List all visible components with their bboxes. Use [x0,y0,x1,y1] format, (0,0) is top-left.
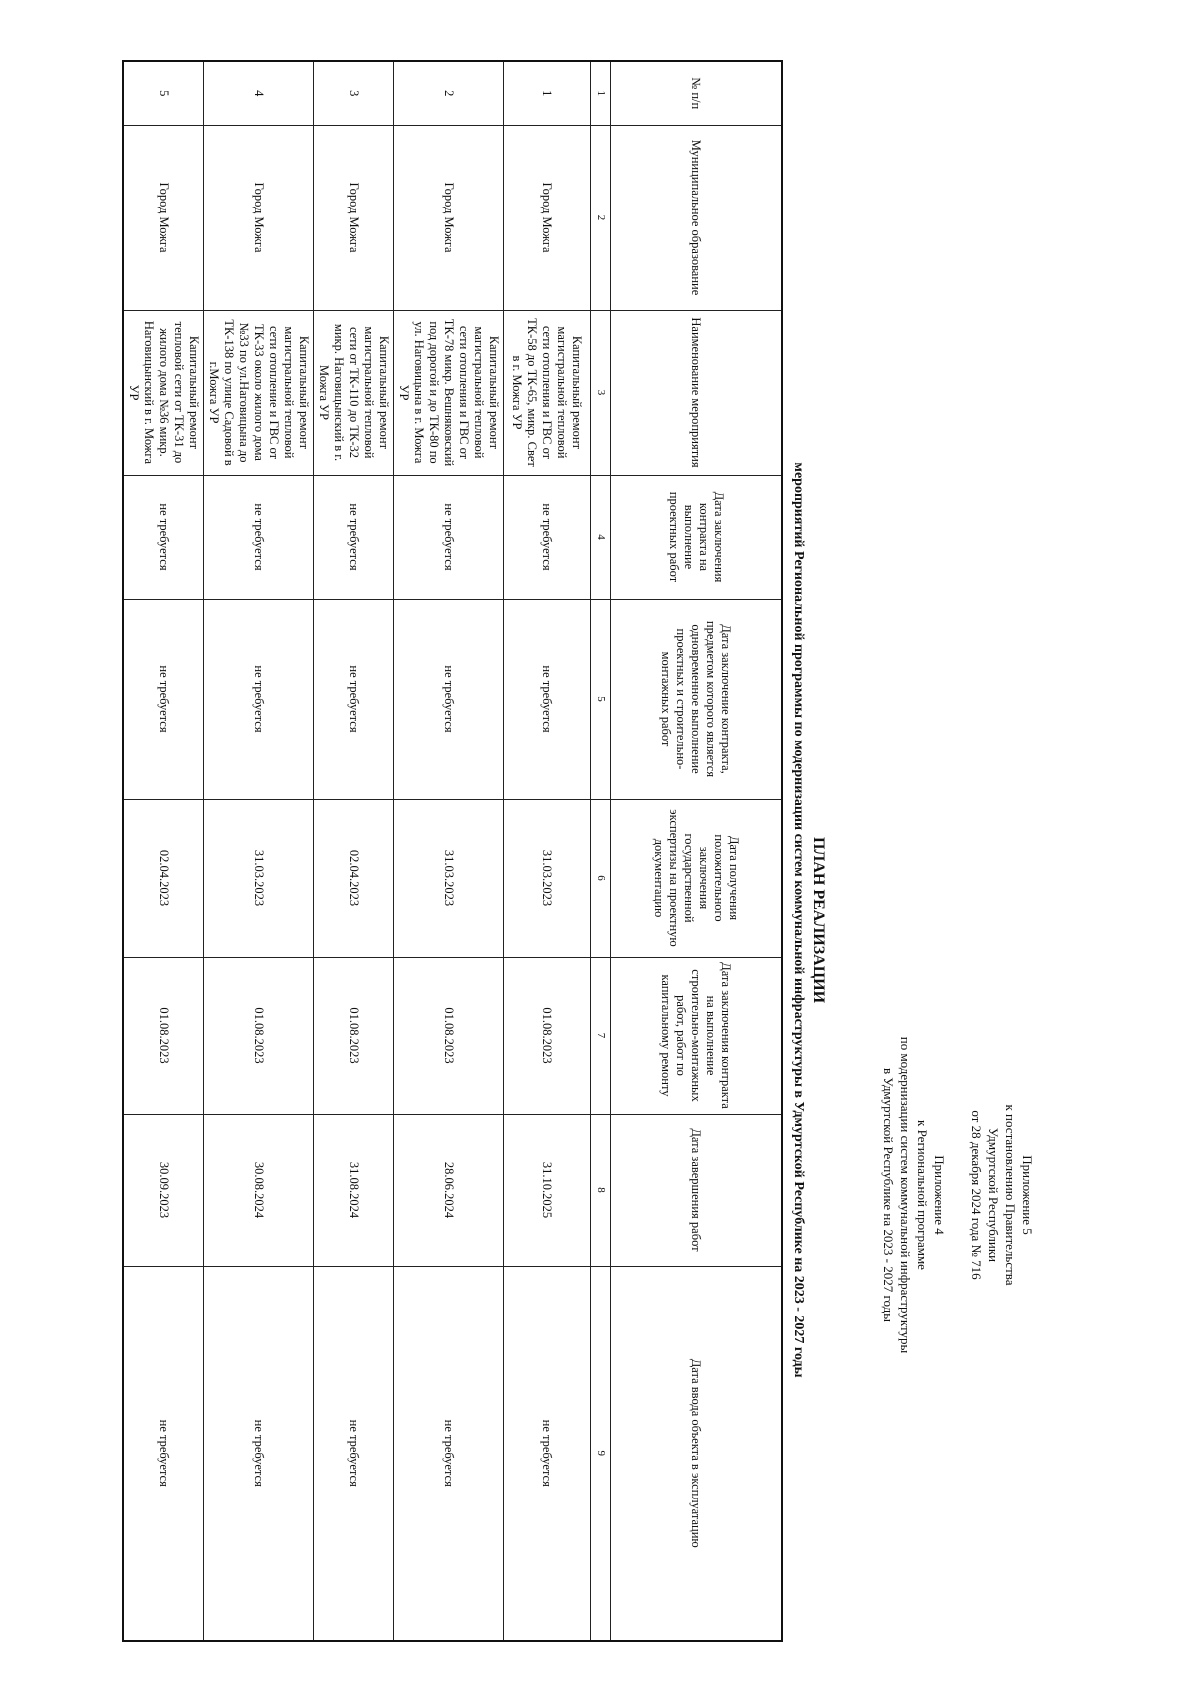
appendix4-line3: по модернизации систем коммунальной инфраструктуры [898,1036,913,1354]
cell-design-contract-date: не требуется [314,475,394,599]
header-cell-combined-contract-date: Дата заключение контракта, предметом которого является одновременное выполнение проектных и строительно-монтажных работ [611,599,783,799]
cell-activity-name: Капитальный ремонт магистральной тепловой сети отопления и ГВС от ТК-78 микр. Вешняковский под дорогой и до ТК-80 по ул. Наговицына в г. Можга УР [394,310,504,475]
header-cell-number: № п/п [611,61,783,125]
column-number: 7 [591,957,611,1114]
cell-expertise-date: 31.03.2023 [504,799,591,957]
table-row [204,61,314,1641]
rotated-page [127,60,1166,1650]
document-subtitle: мероприятий Региональной программы по модернизации систем коммунальной инфраструктуры в Удмуртской Республике на 2023 - 2027 годы [791,462,806,1378]
cell-design-contract-date: не требуется [394,475,504,599]
cell-municipality: Город Можга [204,125,314,310]
cell-combined-contract-date: не требуется [314,599,394,799]
cell-municipality: Город Можга [123,125,204,310]
cell-expertise-date: 02.04.2023 [314,799,394,957]
cell-design-contract-date: не требуется [204,475,314,599]
table-row [123,61,204,1641]
header-cell-completion-date: Дата завершения работ [611,1114,783,1266]
cell-commissioning-date: не требуется [504,1266,591,1641]
header-cell-design-contract-date: Дата заключения контракта на выполнение проектных работ [611,475,783,599]
column-number: 5 [591,599,611,799]
cell-activity-name: Капитальный ремонт магистральной тепловой сети от ТК-110 до ТК-32 микр. Наговицынский в г. Можга УР [314,310,394,475]
cell-municipality: Город Можга [504,125,591,310]
cell-construction-contract-date: 01.08.2023 [314,957,394,1114]
cell-design-contract-date: не требуется [504,475,591,599]
cell-completion-date: 31.08.2024 [314,1114,394,1266]
cell-activity-name: Капитальный ремонт магистральной тепловой сети отопления и ГВС от ТК-58 до ТК-65, микр. Свет в г. Можга УР [504,310,591,475]
cell-completion-date: 30.08.2024 [204,1114,314,1266]
column-number: 9 [591,1266,611,1641]
cell-combined-contract-date: не требуется [394,599,504,799]
column-number: 3 [591,310,611,475]
header-cell-construction-contract-date: Дата заключения контракта на выполнение строительно-монтажных работ, работ по капитальному ремонту [611,957,783,1114]
appendix4-block [880,1010,948,1380]
appendix5-line3: Удмуртской Республики [986,1127,1001,1263]
header-cell-activity-name: Наименование мероприятия [611,310,783,475]
cell-combined-contract-date: не требуется [204,599,314,799]
appendix5-line4: от 28 декабря 2024 года № 716 [969,1110,984,1280]
cell-municipality: Город Можга [394,125,504,310]
cell-combined-contract-date: не требуется [123,599,204,799]
appendix5-block [968,1030,1036,1360]
cell-number: 1 [504,61,591,125]
cell-completion-date: 30.09.2023 [123,1114,204,1266]
cell-construction-contract-date: 01.08.2023 [204,957,314,1114]
appendix5-line2: к постановлению Правительства [1003,1104,1018,1286]
table-row [504,61,591,1641]
table-row [394,61,504,1641]
cell-design-contract-date: не требуется [123,475,204,599]
header-row [611,61,783,1641]
column-number: 4 [591,475,611,599]
cell-combined-contract-date: не требуется [504,599,591,799]
cell-number: 3 [314,61,394,125]
cell-number: 2 [394,61,504,125]
cell-commissioning-date: не требуется [314,1266,394,1641]
column-number: 2 [591,125,611,310]
appendix4-line1: Приложение 4 [932,1155,947,1235]
cell-expertise-date: 31.03.2023 [204,799,314,957]
cell-number: 5 [123,61,204,125]
cell-commissioning-date: не требуется [394,1266,504,1641]
cell-expertise-date: 02.04.2023 [123,799,204,957]
plan-table [122,60,783,1642]
appendix4-line2: к Региональной программе [915,1120,930,1270]
table-row [314,61,394,1641]
cell-completion-date: 31.10.2025 [504,1114,591,1266]
title-block [789,170,828,1670]
cell-expertise-date: 31.03.2023 [394,799,504,957]
cell-completion-date: 28.06.2024 [394,1114,504,1266]
cell-construction-contract-date: 01.08.2023 [394,957,504,1114]
appendix4-line4: в Удмуртской Республике на 2023 - 2027 годы [881,1068,896,1322]
column-number: 1 [591,61,611,125]
column-number: 6 [591,799,611,957]
cell-construction-contract-date: 01.08.2023 [123,957,204,1114]
column-number-row [591,61,611,1641]
cell-commissioning-date: не требуется [123,1266,204,1641]
cell-construction-contract-date: 01.08.2023 [504,957,591,1114]
cell-activity-name: Капитальный ремонт тепловой сети от ТК-31 до жилого дома №36 микр. Наговицынский в г. Можга УР [123,310,204,475]
document-title: ПЛАН РЕАЛИЗАЦИИ [810,836,827,1004]
appendix5-line1: Приложение 5 [1020,1155,1035,1235]
cell-number: 4 [204,61,314,125]
cell-commissioning-date: не требуется [204,1266,314,1641]
cell-activity-name: Капитальный ремонт магистральной тепловой сети отопление и ГВС от ТК-33 около жилого дома №33 по ул.Наговицына до ТК-138 по улице Садовой в г.Можга УР [204,310,314,475]
header-cell-commissioning-date: Дата ввода объекта в эксплуатацию [611,1266,783,1641]
header-cell-expertise-date: Дата получения положительного заключения государственной экспертизы на проектную документацию [611,799,783,957]
header-cell-municipality: Муниципальное образование [611,125,783,310]
cell-municipality: Город Можга [314,125,394,310]
column-number: 8 [591,1114,611,1266]
